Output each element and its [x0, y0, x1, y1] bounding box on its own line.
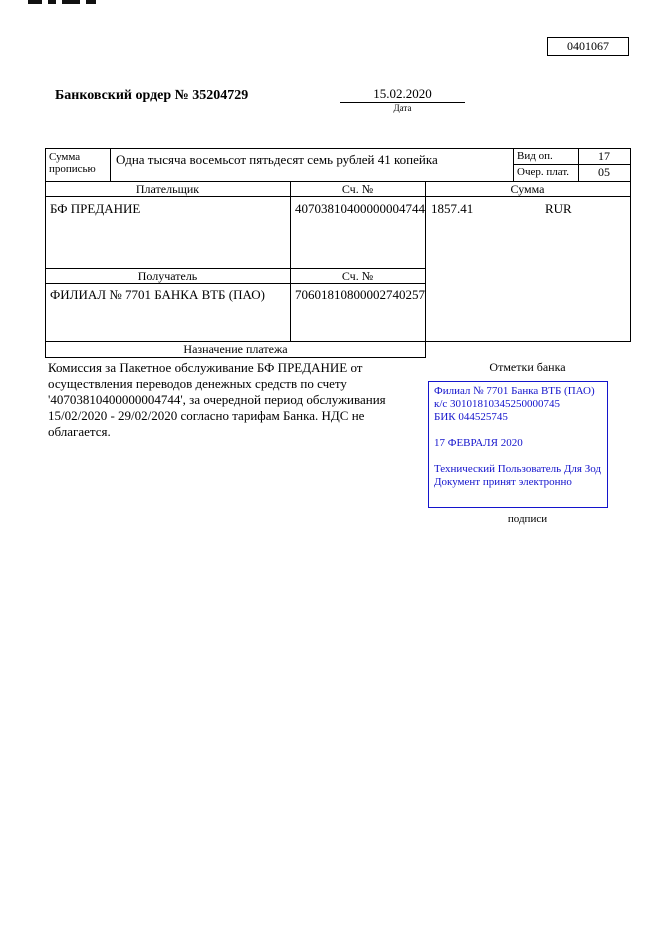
date-block [340, 86, 465, 114]
form-code-box: 0401067 [547, 37, 629, 56]
purpose-text: Комиссия за Пакетное обслуживание БФ ПРЕДАНИЕ от осуществления переводов денежных средств по счету '40703810400000004744', за очередной период обслуживания 15/02/2020 - 29/02/2020 согласно тарифам Банка. НДС не облагается. [48, 360, 386, 439]
payer-column-header: Плательщик [135, 182, 200, 196]
payer-account-column-header: Сч. № [341, 182, 374, 196]
recipient-account-column-header: Сч. № [341, 269, 374, 283]
stamp-date: 17 ФЕВРАЛЯ 2020 [434, 437, 523, 449]
grid-line [425, 181, 426, 357]
amount-column-header: Сумма [510, 182, 545, 196]
grid-line [45, 148, 46, 357]
amount-in-words-label: Сумма прописью [49, 151, 96, 175]
date-value: 15.02.2020 [340, 86, 465, 103]
document-title: Банковский ордер № 35204729 [55, 88, 249, 103]
amount-in-words-value: Одна тысяча восемьсот пятьдесят семь рублей 41 копейка [116, 152, 438, 167]
grid-line [513, 148, 514, 181]
payer-name: БФ ПРЕДАНИЕ [50, 201, 141, 216]
payer-account: 40703810400000004744 [295, 201, 425, 216]
grid-line [45, 357, 426, 358]
grid-line [290, 181, 291, 341]
stamp-branch: Филиал № 7701 Банка ВТБ (ПАО) [434, 385, 595, 397]
payment-priority-label: Очер. плат. [517, 166, 570, 178]
stamp-note: Документ принят электронно [434, 476, 572, 488]
purpose-header: Назначение платежа [183, 342, 288, 356]
grid-line [45, 283, 426, 284]
signatures-label: подписи [507, 513, 548, 525]
operation-type-label: Вид оп. [517, 150, 553, 162]
recipient-account: 70601810800002740257 [295, 287, 425, 302]
amount-value: 1857.41 [431, 201, 474, 216]
bank-marks-header: Отметки банка [489, 360, 566, 374]
grid-line [630, 148, 631, 341]
grid-line [45, 148, 631, 149]
grid-line [513, 164, 631, 165]
stamp-corr-account: к/с 30101810345250000745 [434, 398, 561, 410]
grid-line [45, 341, 631, 342]
stamp-bik: БИК 044525745 [434, 411, 508, 423]
scan-artifact [28, 0, 102, 4]
amount-currency: RUR [545, 201, 572, 216]
grid-line [110, 148, 111, 181]
grid-line [45, 196, 631, 197]
recipient-name: ФИЛИАЛ № 7701 БАНКА ВТБ (ПАО) [50, 287, 265, 302]
payment-priority-value: 05 [598, 165, 610, 179]
stamp-operator: Технический Пользователь Для Зод [434, 463, 602, 475]
date-label: Дата [393, 103, 412, 113]
bank-stamp [428, 381, 608, 508]
recipient-column-header: Получатель [137, 269, 198, 283]
operation-type-value: 17 [598, 149, 610, 163]
